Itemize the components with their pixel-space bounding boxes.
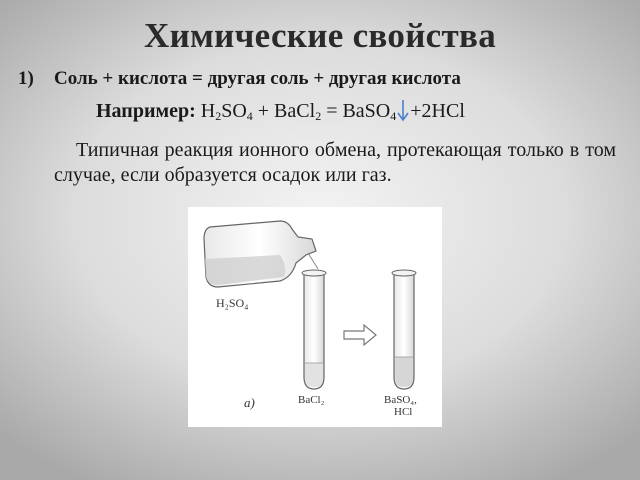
eq-part: +2HCl [410, 100, 465, 122]
eq-part: = BaSO [321, 100, 391, 122]
bottle-icon [204, 221, 318, 287]
panel-label: а) [244, 395, 255, 410]
tube2-label-line1: BaSO₄, [384, 394, 417, 406]
precipitate-arrow-icon [396, 101, 410, 121]
eq-part: H [200, 100, 216, 122]
eq-part: SO [221, 100, 247, 122]
eq-sub: 4 [390, 109, 397, 123]
description-paragraph: Типичная реакция ионного обмена, протекающая только в том случае, если образуется осадок или газ. [54, 139, 616, 186]
list-item-1 [18, 68, 461, 90]
eq-part: + BaCl [252, 100, 316, 122]
reaction-illustration [188, 207, 442, 427]
eq-sub: 2 [315, 109, 322, 123]
list-item-text: Соль + кислота = другая соль + другая кислота [54, 68, 461, 89]
eq-sub: 2 [215, 109, 222, 123]
slide-title: Химические свойства [144, 16, 496, 55]
test-tube-2-icon [392, 270, 416, 389]
right-arrow-icon [344, 325, 376, 345]
equation [201, 100, 465, 122]
bottle-label: H₂SO₄ [216, 296, 249, 310]
example-line [96, 100, 465, 124]
eq-sub: 4 [246, 109, 253, 123]
tube2-label-line2: HCl [394, 406, 413, 418]
example-label: Например: [96, 100, 196, 122]
reaction-figure [188, 207, 442, 427]
tube1-label: BaCl₂ [298, 394, 325, 406]
list-number: 1) [18, 68, 34, 89]
test-tube-1-icon [302, 270, 326, 389]
